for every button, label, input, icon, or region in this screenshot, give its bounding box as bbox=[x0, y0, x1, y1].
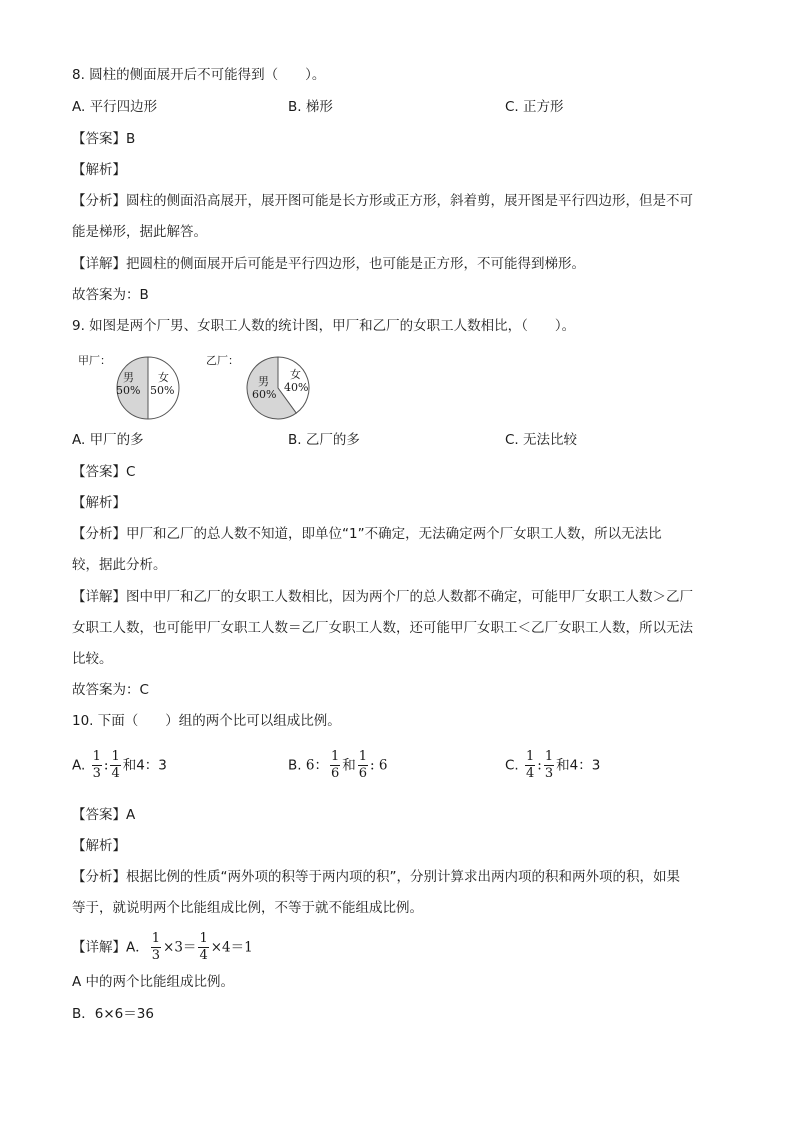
fraction bbox=[198, 932, 208, 963]
q10-option-a-label: A. bbox=[72, 757, 86, 774]
q10-option-c bbox=[505, 750, 600, 781]
pie-yi-value-female: 40% bbox=[284, 381, 309, 394]
q10-option-c-rest: 和4：3 bbox=[556, 757, 601, 774]
q8-option-c: C. 正方形 bbox=[505, 99, 564, 115]
fraction-numerator: 1 bbox=[330, 749, 340, 764]
fraction-denominator: 4 bbox=[526, 766, 535, 781]
q10-option-a-rest: 和4：3 bbox=[122, 757, 167, 774]
q10-option-c-label: C. bbox=[505, 757, 519, 774]
q10-option-a bbox=[72, 750, 167, 781]
q8-conclusion: 故答案为：B bbox=[72, 287, 149, 303]
q9-stem: 9. 如图是两个厂男、女职工人数的统计图，甲厂和乙厂的女职工人数相比，（ ）。 bbox=[72, 318, 576, 334]
q10-answer: 【答案】A bbox=[72, 807, 136, 823]
pie-jia-value-female: 50% bbox=[150, 384, 175, 397]
pie-jia-label-female: 女 bbox=[158, 371, 169, 384]
fraction bbox=[358, 750, 368, 781]
q10-stem: 10. 下面（ ）组的两个比可以组成比例。 bbox=[72, 713, 341, 729]
q9-detail-line-3: 比较。 bbox=[72, 651, 113, 667]
q10-analysis-line-2: 等于，就说明两个比能组成比例，不等于就不能组成比例。 bbox=[72, 900, 423, 916]
q8-stem: 8. 圆柱的侧面展开后不可能得到（ ）。 bbox=[72, 67, 326, 83]
pie-yi-label-female: 女 bbox=[290, 368, 301, 381]
q10-option-b-label: B. bbox=[288, 757, 302, 774]
fraction bbox=[330, 750, 340, 781]
q10-line-b: B．6×6＝36 bbox=[72, 1006, 154, 1022]
q8-analysis-line-2: 能是梯形，据此解答。 bbox=[72, 224, 207, 240]
q10-option-b bbox=[288, 750, 387, 781]
equation-term: ×3＝ bbox=[163, 939, 197, 956]
q10-jiexi: 【解析】 bbox=[72, 838, 126, 854]
q9-detail-line-2: 女职工人数，也可能甲厂女职工人数＝乙厂女职工人数，还可能甲厂女职工＜乙厂女职工人数，所以无法 bbox=[72, 620, 693, 636]
q10-detail-equation bbox=[72, 932, 253, 963]
fraction-denominator: 4 bbox=[111, 766, 120, 781]
fraction bbox=[525, 750, 535, 781]
pie-chart-yi-title: 乙厂： bbox=[206, 354, 239, 367]
pie-chart-jia-title: 甲厂： bbox=[78, 354, 111, 367]
fraction-numerator: 1 bbox=[199, 931, 208, 946]
pie-chart-jia bbox=[78, 352, 188, 422]
q8-detail: 【详解】把圆柱的侧面展开后可能是平行四边形，也可能是正方形，不可能得到梯形。 bbox=[72, 256, 585, 272]
ratio-colon: : bbox=[103, 757, 109, 774]
q9-conclusion: 故答案为：C bbox=[72, 682, 149, 698]
fraction-numerator: 1 bbox=[92, 749, 101, 764]
q9-answer: 【答案】C bbox=[72, 464, 136, 480]
q9-option-b: B. 乙厂的多 bbox=[288, 432, 360, 448]
q10-line-a: A 中的两个比能组成比例。 bbox=[72, 974, 235, 990]
q10-analysis-line-1: 【分析】根据比例的性质“两外项的积等于两内项的积”，分别计算求出两内项的积和两外项的积，如果 bbox=[72, 869, 680, 885]
fraction-denominator: 6 bbox=[358, 766, 368, 781]
q10-option-b-and: 和 bbox=[342, 757, 356, 774]
fraction bbox=[110, 750, 120, 781]
fraction-numerator: 1 bbox=[544, 749, 554, 764]
q8-jiexi: 【解析】 bbox=[72, 162, 126, 178]
fraction-numerator: 1 bbox=[358, 749, 368, 764]
q8-answer: 【答案】B bbox=[72, 131, 136, 147]
fraction bbox=[151, 932, 161, 963]
q10-detail-prefix: 【详解】A． bbox=[72, 939, 149, 956]
equation-term: ×4＝1 bbox=[210, 939, 253, 956]
pie-yi-label-male: 男 bbox=[258, 375, 269, 388]
pie-jia-value-male: 50% bbox=[116, 384, 141, 397]
fraction-numerator: 1 bbox=[111, 749, 120, 764]
q10-option-b-prefix: 6： bbox=[305, 757, 328, 774]
q8-analysis-line-1: 【分析】圆柱的侧面沿高展开，展开图可能是长方形或正方形，斜着剪，展开图是平行四边形，但是不可 bbox=[72, 193, 693, 209]
fraction-numerator: 1 bbox=[526, 749, 535, 764]
q9-analysis-line-1: 【分析】甲厂和乙厂的总人数不知道，即单位“1”不确定，无法确定两个厂女职工人数，所以无法比 bbox=[72, 526, 662, 542]
fraction-denominator: 3 bbox=[92, 766, 101, 781]
q9-analysis-line-2: 较，据此分析。 bbox=[72, 557, 167, 573]
q9-option-a: A. 甲厂的多 bbox=[72, 432, 144, 448]
fraction-denominator: 3 bbox=[544, 766, 554, 781]
q10-option-b-rest: : 6 bbox=[370, 757, 388, 774]
q9-detail-line-1: 【详解】图中甲厂和乙厂的女职工人数相比，因为两个厂的总人数都不确定，可能甲厂女职工人数＞乙厂 bbox=[72, 589, 693, 605]
ratio-colon: : bbox=[537, 757, 542, 774]
q8-option-b: B. 梯形 bbox=[288, 99, 333, 115]
pie-yi-value-male: 60% bbox=[252, 388, 277, 401]
q8-option-a: A. 平行四边形 bbox=[72, 99, 158, 115]
q9-jiexi: 【解析】 bbox=[72, 495, 126, 511]
fraction bbox=[92, 750, 102, 781]
fraction-denominator: 4 bbox=[199, 948, 208, 963]
fraction bbox=[544, 750, 554, 781]
q9-option-c: C. 无法比较 bbox=[505, 432, 578, 448]
fraction-denominator: 3 bbox=[151, 948, 161, 963]
pie-chart-yi bbox=[206, 352, 316, 422]
pie-jia-label-male: 男 bbox=[123, 371, 134, 384]
fraction-denominator: 6 bbox=[330, 766, 340, 781]
fraction-numerator: 1 bbox=[151, 931, 161, 946]
